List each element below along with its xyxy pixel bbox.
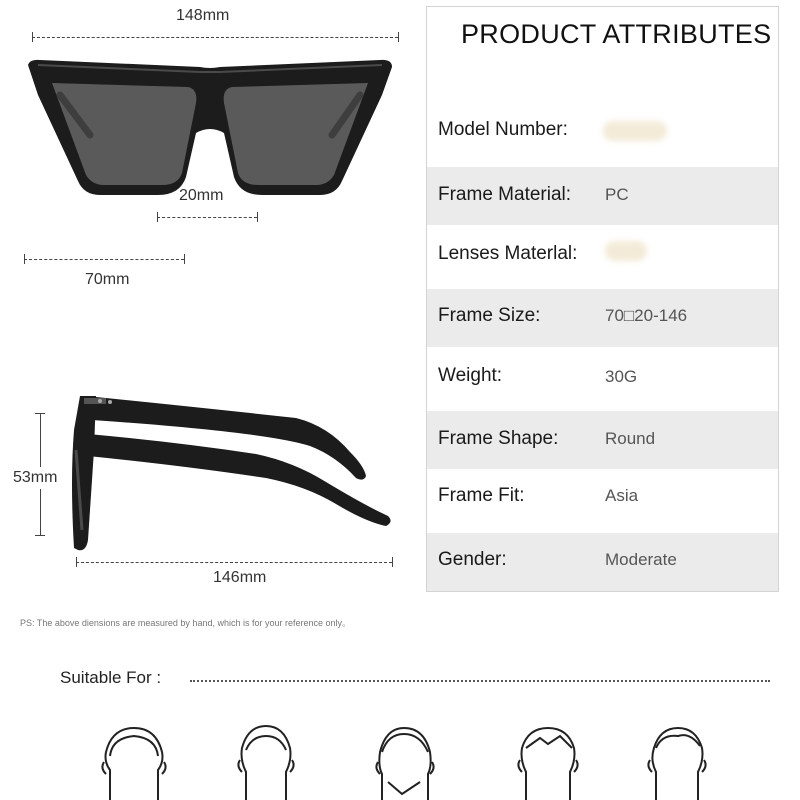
attr-label: Frame Size xyxy=(438,305,536,326)
blurred-value xyxy=(605,241,647,261)
attr-value: Asia xyxy=(605,486,639,505)
attr-sep: : xyxy=(519,485,525,506)
bridge-tick-right xyxy=(257,212,258,222)
face-5-icon xyxy=(648,728,705,800)
total-width-label: 148mm xyxy=(176,7,230,24)
total-width-tick-right xyxy=(398,32,399,42)
bridge-tick-left xyxy=(157,212,158,222)
suitable-for-divider xyxy=(190,680,770,682)
attr-sep: : xyxy=(553,428,559,449)
face-2-icon xyxy=(238,726,293,800)
attr-value: Moderate xyxy=(605,550,677,569)
attr-value: PC xyxy=(605,185,629,204)
glasses-front-image xyxy=(20,55,400,200)
total-width-tick-left xyxy=(32,32,33,42)
attr-row-frame-material xyxy=(427,167,778,225)
temple-length-tick-left xyxy=(76,557,77,567)
lens-width-tick-left xyxy=(24,254,25,264)
lens-width-label: 70mm xyxy=(85,271,130,288)
attr-value: Round xyxy=(605,429,656,448)
face-4-icon xyxy=(518,728,577,800)
attr-sep: : xyxy=(572,243,578,264)
attr-label: Gender xyxy=(438,549,502,570)
attr-value: 30G xyxy=(605,367,638,386)
attr-row-lenses-material xyxy=(427,225,778,283)
total-width-dim-line xyxy=(32,37,398,38)
attr-row-weight xyxy=(427,349,778,407)
temple-length-dim-line xyxy=(76,562,392,563)
attr-row-model-number xyxy=(427,101,778,159)
attr-row-frame-size xyxy=(427,289,778,347)
temple-length-label: 146mm xyxy=(213,569,267,586)
attr-sep: : xyxy=(565,184,572,205)
attr-row-frame-fit xyxy=(427,469,778,527)
suitable-for-label: Suitable For : xyxy=(60,668,162,687)
face-3-icon xyxy=(376,728,433,800)
height-tick-top xyxy=(35,413,45,414)
side-view xyxy=(0,380,420,600)
lens-width-tick-right xyxy=(184,254,185,264)
measurement-footnote: PS: The above diensions are measured by hand, which is for your reference only。 xyxy=(20,618,352,628)
attr-sep: : xyxy=(535,305,541,326)
attr-row-frame-shape xyxy=(427,411,778,469)
attr-label: Frame Fit xyxy=(438,485,520,506)
temple-length-tick-right xyxy=(392,557,393,567)
bridge-dim-line xyxy=(157,217,257,218)
height-label: 53mm xyxy=(13,467,57,489)
glasses-side-image xyxy=(66,390,396,555)
height-tick-bottom xyxy=(35,535,45,536)
lens-width-dim-line xyxy=(24,259,184,260)
attr-label: Frame Material xyxy=(438,184,566,205)
attr-label: Lenses Materlal xyxy=(438,243,573,264)
attr-label: Frame Shape xyxy=(438,428,554,449)
attr-row-gender xyxy=(427,533,778,591)
blurred-value xyxy=(603,121,667,141)
front-view xyxy=(0,0,420,300)
face-shapes-row xyxy=(0,722,800,800)
attr-label: Weight xyxy=(438,365,497,386)
attr-sep: : xyxy=(562,119,568,140)
attr-value: 70□20-146 xyxy=(605,306,688,325)
face-1-icon xyxy=(102,728,165,800)
attr-sep: : xyxy=(501,549,507,570)
panel-title: PRODUCT ATTRIBUTES xyxy=(461,19,772,49)
attr-label: Model Number xyxy=(438,119,563,140)
product-attributes-panel xyxy=(426,6,779,592)
bridge-label: 20mm xyxy=(179,187,224,204)
attr-sep: : xyxy=(496,365,503,386)
